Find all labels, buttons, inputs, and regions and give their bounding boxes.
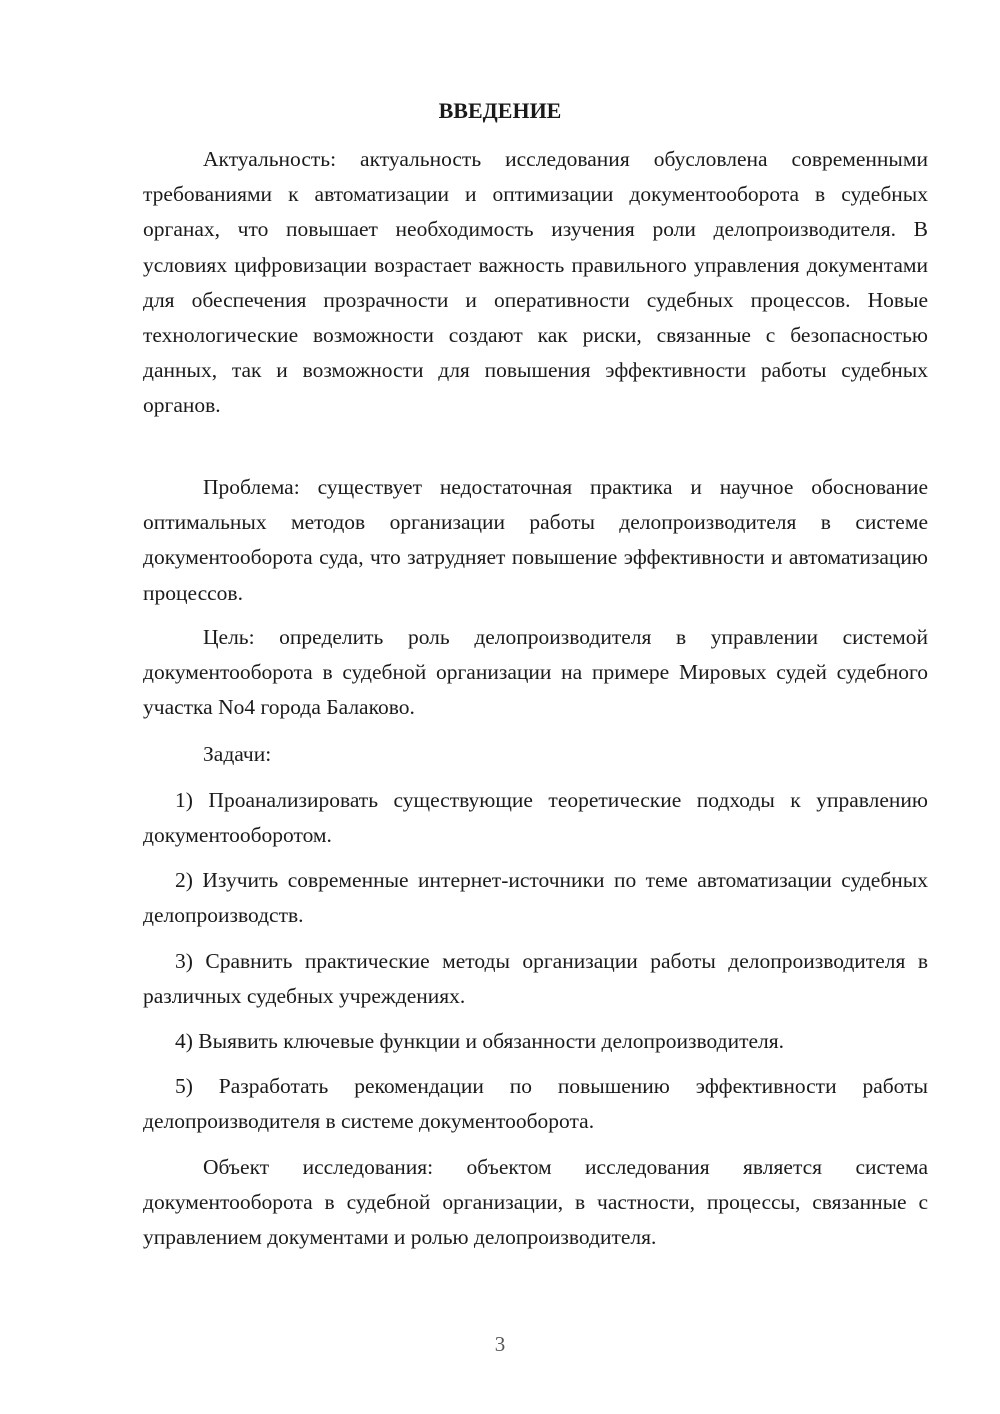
task-item-1: 1) Проанализировать существующие теоретические подходы к управлению документооборотом.: [143, 788, 928, 848]
paragraph-goal: Цель: определить роль делопроизводителя в управлении системой документооборота в судебной организации на примере Мировых судей судебного участка No4 города Балаково.: [143, 625, 928, 720]
paragraph-relevance: Актуальность: актуальность исследования обусловлена современными требованиями к автоматизации и оптимизации документооборота в судебных органах, что повышает необходимость изучения роли делопроизводителя. В условиях цифровизации возрастает важность правильного управления документами для обеспечения прозрачности и оперативности судебных процессов. Новые технологические возможности создают как риски, связанные с безопасностью данных, так и возможности для повышения эффективности работы судебных органов.: [143, 147, 928, 418]
page-title: ВВЕДЕНИЕ: [438, 98, 562, 123]
task-item-3: 3) Сравнить практические методы организации работы делопроизводителя в различных судебных учреждениях.: [143, 949, 928, 1009]
task-item-4: 4) Выявить ключевые функции и обязанности делопроизводителя.: [175, 1029, 785, 1053]
task-item-5: 5) Разработать рекомендации по повышению эффективности работы делопроизводителя в системе документооборота.: [143, 1074, 928, 1134]
tasks-heading: Задачи:: [203, 742, 272, 766]
paragraph-object: Объект исследования: объектом исследования является система документооборота в судебной организации, в частности, процессы, связанные с управлением документами и ролью делопроизводителя.: [143, 1155, 928, 1250]
task-item-2: 2) Изучить современные интернет-источники по теме автоматизации судебных делопроизводств.: [143, 868, 928, 928]
page-number: 3: [494, 1332, 506, 1356]
paragraph-problem: Проблема: существует недостаточная практика и научное обоснование оптимальных методов организации работы делопроизводителя в системе документооборота суда, что затрудняет повышение эффективности и автоматизацию процессов.: [143, 475, 928, 605]
